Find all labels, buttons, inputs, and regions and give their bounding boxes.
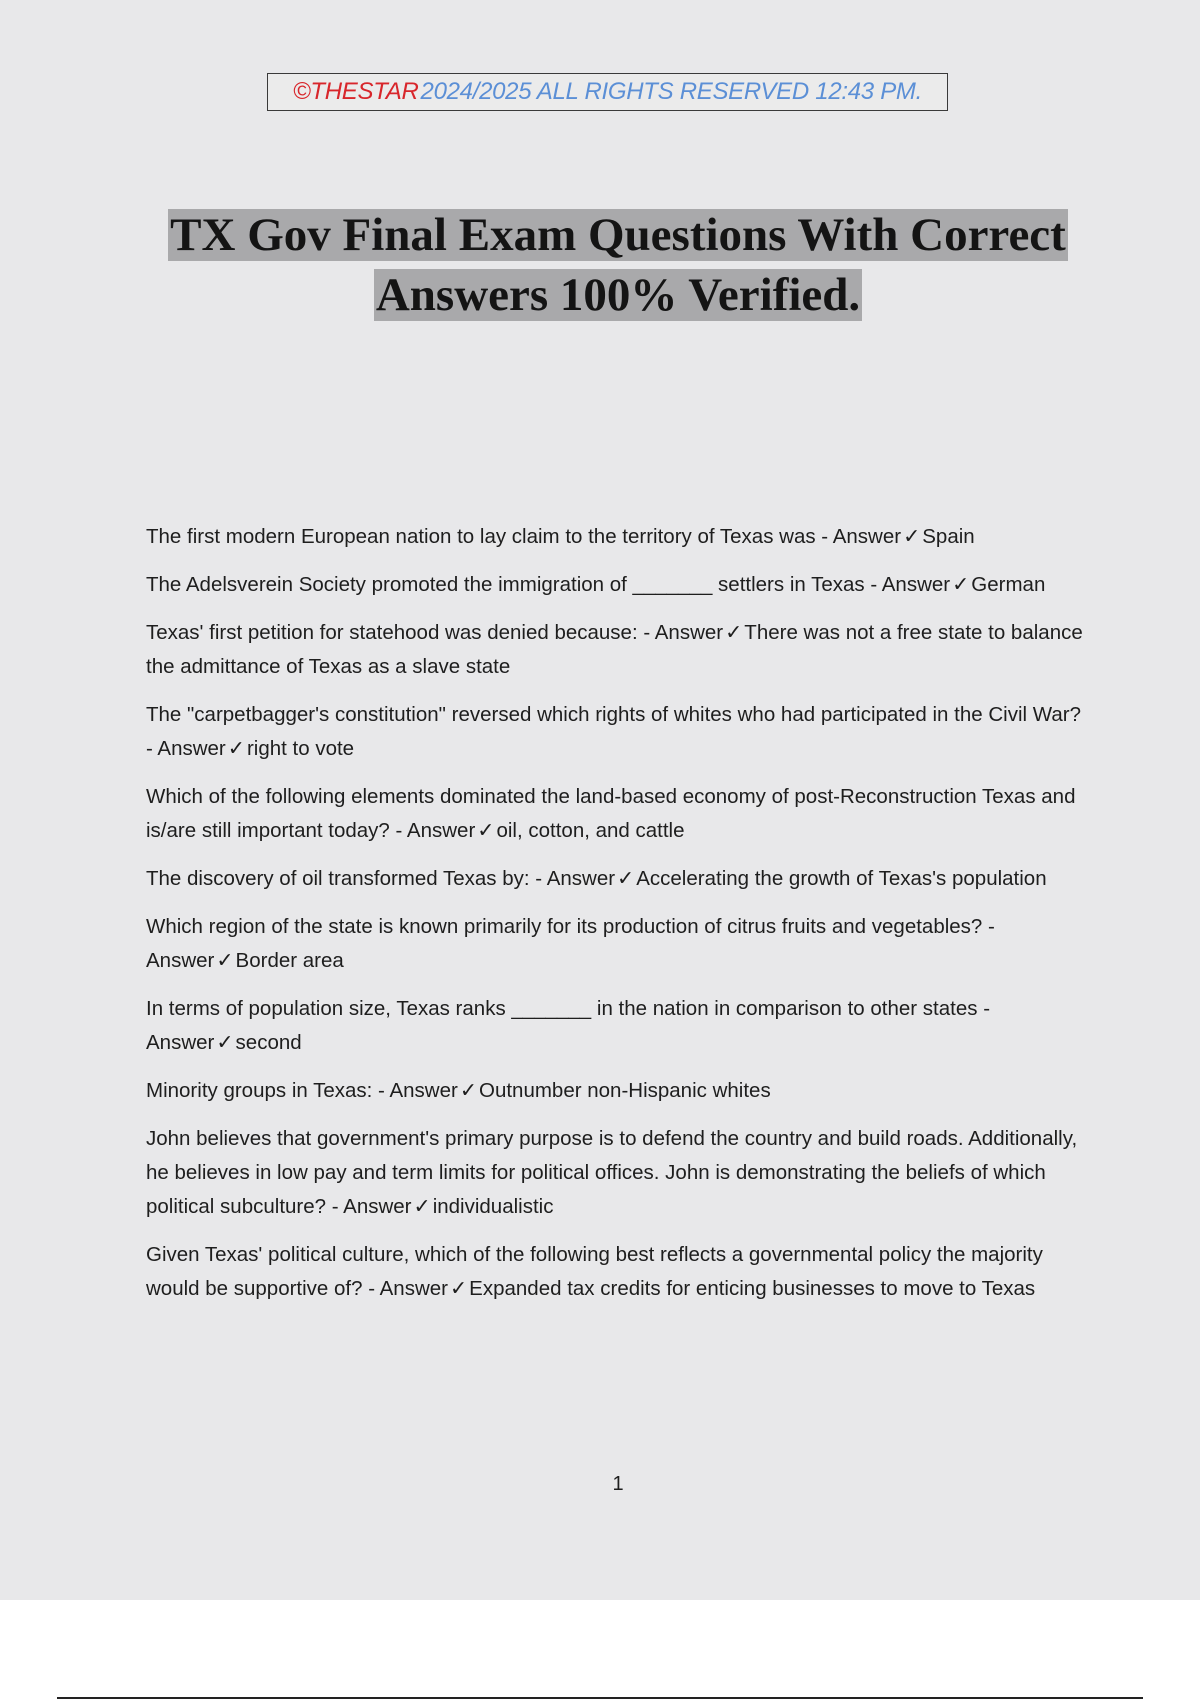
qa-item bbox=[146, 862, 1086, 896]
answer-text: German bbox=[971, 573, 1046, 596]
answer-text: individualistic bbox=[432, 1195, 554, 1218]
checkmark-icon: ✓ bbox=[227, 737, 245, 760]
question-text: Texas' first petition for statehood was denied because: - bbox=[146, 621, 655, 644]
answer-marker: Answer bbox=[389, 1079, 458, 1102]
question-text: Given Texas' political culture, which of the following best reflects a governmental policy the majority would be supportive of? - bbox=[146, 1243, 1043, 1300]
checkmark-icon: ✓ bbox=[449, 1277, 468, 1300]
checkmark-icon: ✓ bbox=[216, 1031, 234, 1054]
answer-marker: Answer bbox=[406, 819, 476, 842]
document-title bbox=[110, 205, 1126, 325]
qa-item bbox=[146, 992, 1086, 1060]
question-text: Which region of the state is known primarily for its production of citrus fruits and vegetables? - bbox=[146, 915, 995, 938]
title-line-2: Answers 100% Verified. bbox=[375, 269, 861, 321]
question-answer-list bbox=[146, 520, 1086, 1320]
page-number: 1 bbox=[612, 1473, 624, 1495]
answer-text: Accelerating the growth of Texas's population bbox=[636, 867, 1047, 890]
question-text: John believes that government's primary purpose is to defend the country and build roads. Additionally, he believes in low pay and term limits for political offices. John is demonstrating the beliefs of which political subculture? - bbox=[146, 1127, 1078, 1218]
answer-text: right to vote bbox=[246, 737, 355, 760]
checkmark-icon: ✓ bbox=[477, 819, 495, 842]
qa-item bbox=[146, 1238, 1086, 1306]
answer-marker: Answer bbox=[546, 867, 616, 890]
answer-marker: Answer bbox=[832, 525, 902, 548]
answer-marker: Answer bbox=[881, 573, 951, 596]
answer-marker: Answer bbox=[654, 621, 724, 644]
answer-marker: Answer bbox=[157, 737, 226, 760]
qa-item bbox=[146, 520, 1086, 554]
question-text: In terms of population size, Texas ranks _______ in the nation in comparison to other states - bbox=[146, 997, 991, 1020]
checkmark-icon: ✓ bbox=[903, 525, 921, 548]
checkmark-icon: ✓ bbox=[725, 621, 743, 644]
answer-marker: Answer bbox=[146, 949, 215, 972]
checkmark-icon: ✓ bbox=[617, 867, 635, 890]
answer-text: second bbox=[235, 1031, 302, 1054]
answer-text: Expanded tax credits for enticing businesses to move to Texas bbox=[469, 1277, 1036, 1300]
question-text: The Adelsverein Society promoted the immigration of _______ settlers in Texas - bbox=[146, 573, 882, 596]
question-text: Minority groups in Texas: - bbox=[146, 1079, 390, 1102]
copyright-banner bbox=[267, 73, 948, 111]
answer-text: Spain bbox=[922, 525, 975, 548]
qa-item bbox=[146, 698, 1086, 766]
question-text: The first modern European nation to lay claim to the territory of Texas was - bbox=[146, 525, 833, 548]
question-text: The discovery of oil transformed Texas by: - bbox=[146, 867, 547, 890]
question-text: Which of the following elements dominated the land-based economy of post-Reconstruction Texas and is/are still important today? - bbox=[146, 785, 1076, 842]
copyright-brand: ©THESTAR bbox=[293, 78, 419, 105]
checkmark-icon: ✓ bbox=[413, 1195, 431, 1218]
qa-item bbox=[146, 910, 1086, 978]
copyright-text: 2024/2025 ALL RIGHTS RESERVED 12:43 PM. bbox=[420, 78, 922, 105]
answer-marker: Answer bbox=[343, 1195, 412, 1218]
qa-item bbox=[146, 568, 1086, 602]
qa-item bbox=[146, 616, 1086, 684]
question-text: The "carpetbagger's constitution" reversed which rights of whites who had participated in the Civil War? - bbox=[146, 703, 1081, 760]
answer-text: There was not a free state to balance the admittance of Texas as a slave state bbox=[146, 621, 1083, 678]
answer-marker: Answer bbox=[146, 1031, 215, 1054]
checkmark-icon: ✓ bbox=[952, 573, 970, 596]
qa-item bbox=[146, 780, 1086, 848]
answer-text: Outnumber non-Hispanic whites bbox=[479, 1079, 771, 1102]
qa-item bbox=[146, 1074, 1086, 1108]
checkmark-icon: ✓ bbox=[459, 1079, 477, 1102]
answer-text: Border area bbox=[235, 949, 344, 972]
footer-divider bbox=[57, 1697, 1143, 1699]
answer-text: oil, cotton, and cattle bbox=[496, 819, 685, 842]
qa-item bbox=[146, 1122, 1086, 1224]
answer-marker: Answer bbox=[379, 1277, 448, 1300]
checkmark-icon: ✓ bbox=[216, 949, 234, 972]
title-line-1: TX Gov Final Exam Questions With Correct bbox=[170, 209, 1066, 261]
